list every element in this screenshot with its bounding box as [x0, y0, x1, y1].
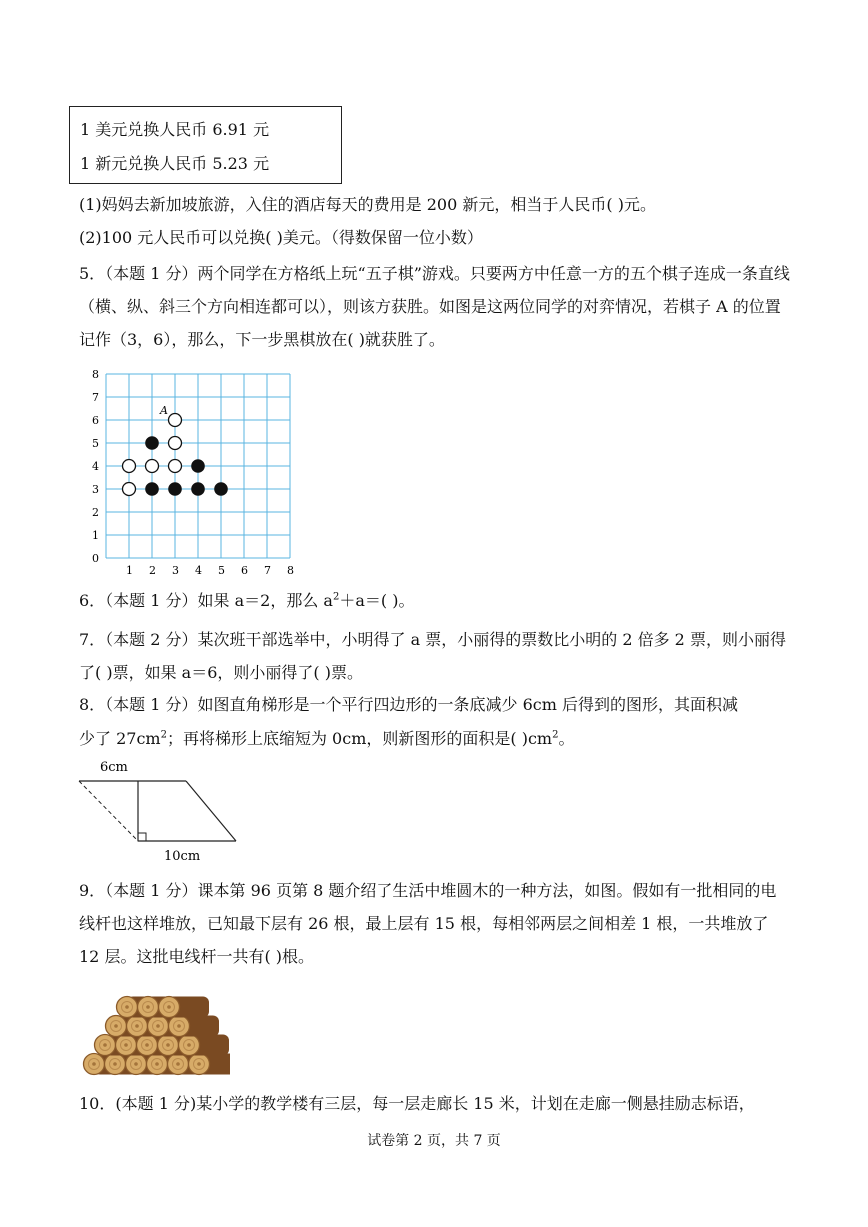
white-stone: [123, 483, 136, 496]
q6-text: [79, 590, 414, 612]
log-core: [187, 1043, 191, 1047]
trapezoid-figure: [76, 757, 256, 865]
black-stone: [145, 482, 159, 496]
log-core: [146, 1005, 150, 1009]
black-stone: [214, 482, 228, 496]
q5-text: 5．（本题 1 分）两个同学在方格纸上玩“五子棋”游戏。只要两方中任意一方的五个棋子连成一条直线（横、纵、斜三个方向相连都可以），则该方获胜。如图是这两位同学的对弈情况，若棋子 A 的位置记作（3，6），那么，下一步黑棋放在( )就获胜了。: [79, 264, 790, 349]
log-core: [124, 1043, 128, 1047]
x-tick-label: 3: [172, 564, 179, 577]
y-tick-label: 2: [92, 506, 99, 519]
y-tick-label: 0: [92, 552, 99, 565]
y-tick-label: 7: [92, 391, 99, 404]
log-core: [176, 1062, 180, 1066]
trapezoid-dashed-side: [79, 781, 138, 841]
x-tick-label: 4: [195, 564, 202, 577]
q8-line2: [79, 728, 574, 750]
log-core: [125, 1005, 129, 1009]
q10-text: 10．(本题 1 分)某小学的教学楼有三层，每一层走廊长 15 米，计划在走廊一侧悬挂励志标语，: [79, 1094, 755, 1113]
log-core: [145, 1043, 149, 1047]
stacked-logs-image: [80, 978, 230, 1076]
x-tick-label: 1: [126, 564, 133, 577]
white-stone: [169, 437, 182, 450]
white-stone: [169, 460, 182, 473]
q4-part1: (1)妈妈去新加坡旅游，入住的酒店每天的费用是 200 新元，相当于人民币( )元。: [79, 195, 656, 214]
exchange-rate-box: [69, 106, 342, 184]
q6-exponent: 2: [332, 591, 340, 603]
log-core: [92, 1062, 96, 1066]
log-core: [177, 1024, 181, 1028]
q6-post: ＋a＝( )。: [339, 591, 415, 610]
trapezoid-slant-side: [186, 781, 236, 841]
log-core: [167, 1005, 171, 1009]
q9-text: 9．（本题 1 分）课本第 96 页第 8 题介绍了生活中堆圆木的一种方法，如图。假如有一批相同的电线杆也这样堆放，已知最下层有 26 根，最上层有 15 根，每相邻两层之间相差 1 根，一共堆放了 12 层。这批电线杆一共有( )根。: [79, 881, 777, 966]
white-stone: [169, 414, 182, 427]
x-tick-label: 5: [218, 564, 225, 577]
log-core: [113, 1062, 117, 1066]
q4-part2: (2)100 元人民币可以兑换( )美元。（得数保留一位小数）: [79, 228, 483, 247]
q6-pre: 6．（本题 1 分）如果 a＝2，那么 a: [79, 591, 333, 610]
q8-line2-pre: 少了 27cm: [79, 729, 161, 748]
trapezoid-bottom-label: 10cm: [164, 849, 201, 864]
x-tick-label: 2: [149, 564, 156, 577]
usd-rate: 1 美元兑换人民币 6.91 元: [80, 120, 270, 139]
white-stone: [123, 460, 136, 473]
x-tick-label: 7: [264, 564, 271, 577]
y-tick-label: 5: [92, 437, 99, 450]
trapezoid-top-label: 6cm: [100, 760, 128, 775]
log-core: [135, 1024, 139, 1028]
log-core: [155, 1062, 159, 1066]
log-core: [134, 1062, 138, 1066]
y-tick-label: 4: [92, 460, 99, 473]
log-core: [103, 1043, 107, 1047]
q8-sup1: 2: [160, 729, 167, 741]
black-stone: [191, 482, 205, 496]
q8-line2-post: 。: [558, 729, 575, 748]
page-footer: 试卷第 2 页，共 7 页: [367, 1133, 501, 1149]
q8-line2-mid: ；再将梯形上底缩短为 0cm，则新图形的面积是( )cm: [166, 729, 553, 748]
y-tick-label: 6: [92, 414, 99, 427]
white-stone: [146, 460, 159, 473]
x-tick-label: 6: [241, 564, 248, 577]
log-core: [166, 1043, 170, 1047]
stone-a-label: A: [160, 404, 168, 417]
log-core: [197, 1062, 201, 1066]
black-stone: [168, 482, 182, 496]
log-core: [114, 1024, 118, 1028]
q8-sup2: 2: [552, 729, 559, 741]
q7-text: 7．（本题 2 分）某次班干部选举中，小明得了 a 票，小丽得的票数比小明的 2 倍多 2 票，则小丽得了( )票，如果 a＝6，则小丽得了( )票。: [79, 630, 786, 682]
q8-line1: 8．（本题 1 分）如图直角梯形是一个平行四边形的一条底减少 6cm 后得到的图形，其面积减: [79, 695, 739, 714]
x-tick-label: 8: [287, 564, 294, 577]
y-tick-label: 1: [92, 529, 99, 542]
sgd-rate: 1 新元兑换人民币 5.23 元: [80, 154, 270, 173]
log-core: [156, 1024, 160, 1028]
right-angle-mark: [138, 833, 146, 841]
gomoku-grid-figure: [82, 362, 312, 577]
black-stone: [191, 459, 205, 473]
y-tick-label: 3: [92, 483, 99, 496]
black-stone: [145, 436, 159, 450]
y-tick-label: 8: [92, 368, 99, 381]
